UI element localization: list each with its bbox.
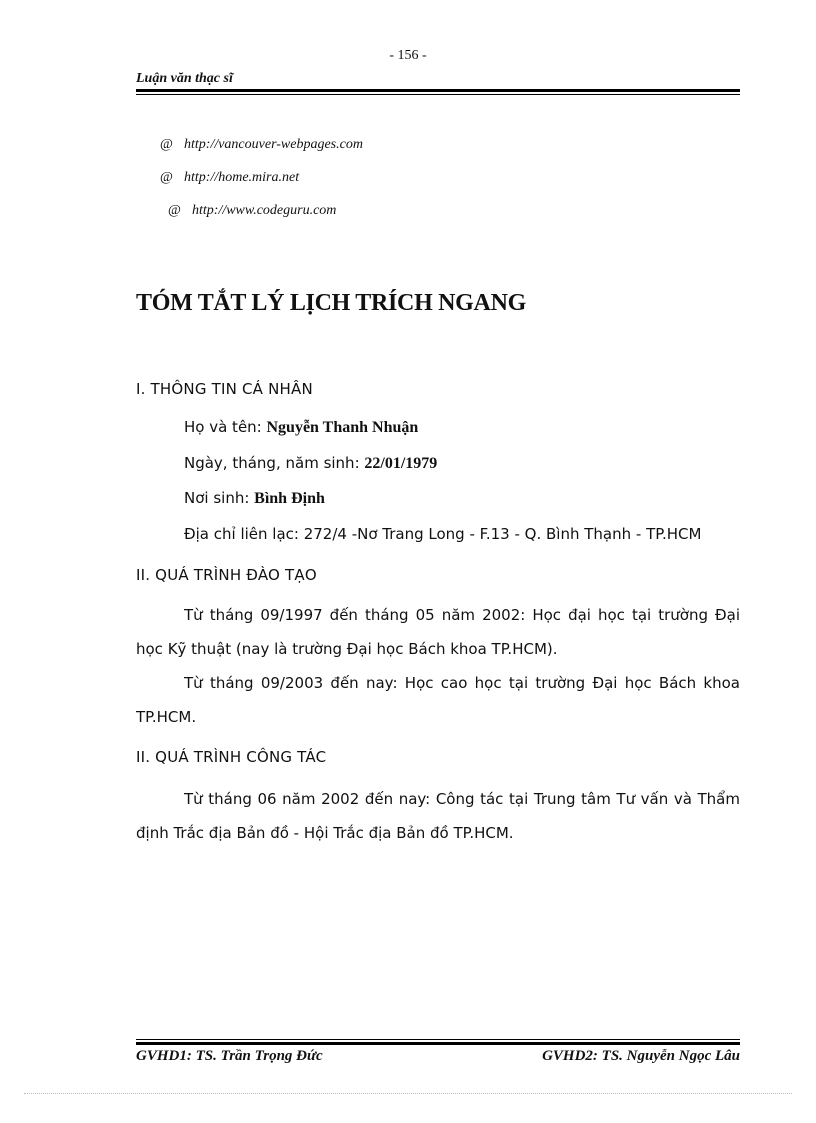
footer-advisor-1: GVHD1: TS. Trần Trọng Đức <box>136 1048 323 1064</box>
work-paragraph <box>136 782 740 850</box>
document-heading: TÓM TẮT LÝ LỊCH TRÍCH NGANG <box>136 290 526 316</box>
footer-rule-thin <box>136 1039 740 1040</box>
header-title: Luận văn thạc sĩ <box>136 71 233 86</box>
footer-rule-thick <box>136 1042 740 1045</box>
education-paragraph <box>136 598 740 666</box>
dob-value: 22/01/1979 <box>364 455 438 472</box>
reference-link[interactable]: http://vancouver-webpages.com <box>184 137 363 152</box>
reference-item <box>160 137 363 153</box>
at-bullet: @ <box>160 170 173 185</box>
page-number: - 156 - <box>389 48 427 63</box>
name-line <box>184 418 418 437</box>
footer-advisor-2: GVHD2: TS. Nguyễn Ngọc Lâu <box>542 1048 740 1064</box>
header-rule-thick <box>136 89 740 92</box>
at-bullet: @ <box>160 137 173 152</box>
birthplace-value: Bình Định <box>254 490 325 507</box>
page-bottom-divider <box>24 1093 792 1094</box>
reference-item <box>168 203 336 219</box>
birthplace-line <box>184 489 325 508</box>
name-value: Nguyễn Thanh Nhuận <box>266 419 419 436</box>
work-paragraph-text: Từ tháng 06 năm 2002 đến nay: Công tác tại Trung tâm Tư vấn và Thẩm định Trắc địa Bản đồ - Hội Trắc địa Bản đồ TP.HCM. <box>136 790 740 842</box>
section-heading-personal: I. THÔNG TIN CÁ NHÂN <box>136 380 313 398</box>
education-paragraph <box>136 666 740 734</box>
dob-line <box>184 454 437 473</box>
address-line: Địa chỉ liên lạc: 272/4 -Nơ Trang Long - F.13 - Q. Bình Thạnh - TP.HCM <box>184 525 702 543</box>
reference-link[interactable]: http://home.mira.net <box>184 170 300 185</box>
reference-item <box>160 170 299 186</box>
education-paragraph-text: Từ tháng 09/1997 đến tháng 05 năm 2002: Học đại học tại trường Đại học Kỹ thuật (nay là trường Đại học Bách khoa TP.HCM). <box>136 606 740 658</box>
header-rule-thin <box>136 94 740 95</box>
birthplace-label: Nơi sinh: <box>184 489 255 507</box>
section-heading-education: II. QUÁ TRÌNH ĐÀO TẠO <box>136 566 317 584</box>
education-paragraph-text: Từ tháng 09/2003 đến nay: Học cao học tại trường Đại học Bách khoa TP.HCM. <box>136 674 740 726</box>
name-label: Họ và tên: <box>184 418 267 436</box>
dob-label: Ngày, tháng, năm sinh: <box>184 454 365 472</box>
reference-link[interactable]: http://www.codeguru.com <box>192 203 337 218</box>
at-bullet: @ <box>168 203 181 218</box>
section-heading-work: II. QUÁ TRÌNH CÔNG TÁC <box>136 748 327 766</box>
